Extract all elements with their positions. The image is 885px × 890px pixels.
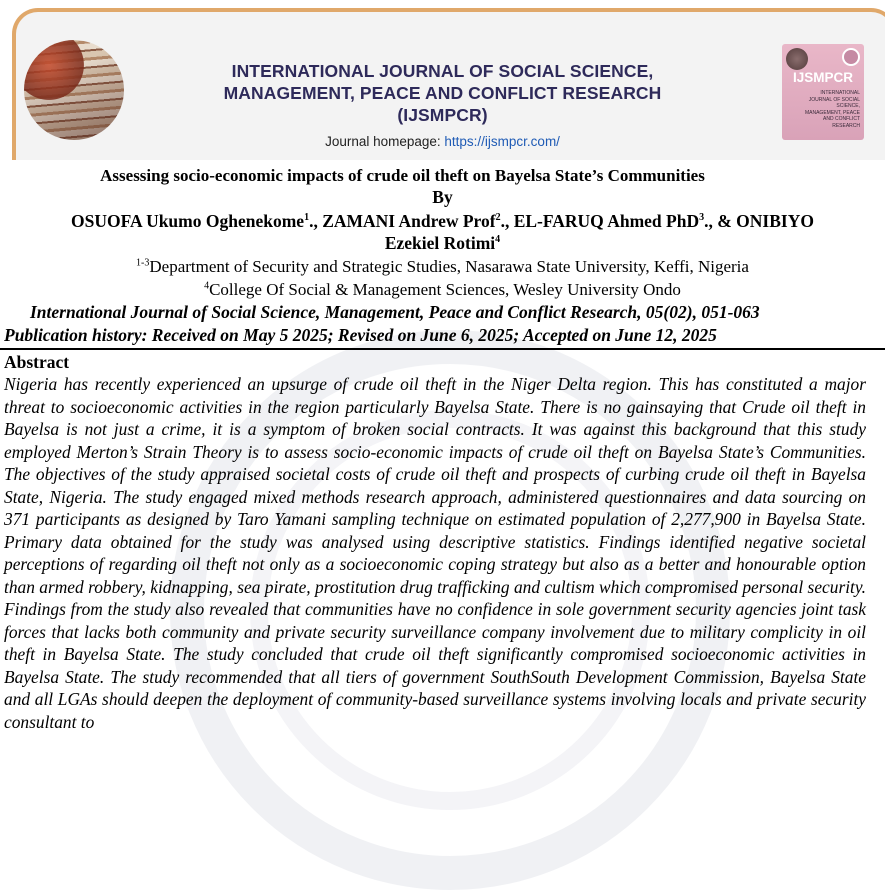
- authors-line2: [0, 233, 885, 254]
- journal-homepage: [0, 134, 885, 149]
- by-line: By: [432, 187, 453, 207]
- affiliation-1: [0, 257, 885, 277]
- publication-history: Publication history: Received on May 5 2025; Revised on June 6, 2025; Accepted on June 12, 2025: [4, 325, 717, 345]
- logo-subtitle: INTERNATIONAL JOURNAL OF SOCIAL SCIENCE, MANAGEMENT, PEACE AND CONFLICT RESEARCH: [804, 90, 860, 129]
- affiliation-2-sup: 4: [204, 280, 210, 292]
- author4-pre: ., & ONIBIYO: [704, 211, 814, 231]
- homepage-label: Journal homepage:: [325, 134, 445, 149]
- author2: ., ZAMANI Andrew Prof: [309, 211, 496, 231]
- journal-title: [0, 60, 885, 126]
- journal-title-line2: MANAGEMENT, PEACE AND CONFLICT RESEARCH: [223, 83, 662, 103]
- divider: [0, 348, 885, 350]
- logo-name: IJSMPCR: [792, 70, 853, 85]
- author1: OSUOFA Ukumo Oghenekome: [71, 211, 305, 231]
- paper-title: Assessing socio-economic impacts of crude oil theft on Bayelsa State’s Communities: [100, 166, 705, 185]
- author3: ., EL-FARUQ Ahmed PhD: [500, 211, 700, 231]
- abstract-text: Nigeria has recently experienced an upsurge of crude oil theft in the Niger Delta region. This has constituted a major threat to socioeconomic activities in the region particularly Bayelsa State. There is no gainsaying that Crude oil theft in Bayelsa is not just a crime, it is a symptom of broken social contracts. It was against this background that this study employed Merton’s Strain Theory is to assess socio-economic impacts of crude oil theft on Bayelsa State’s Communities. The objectives of the study appraised societal costs of crude oil theft and prospects of curbing crude oil theft in Bayelsa State, Nigeria. The study engaged mixed methods research approach, administered questionnaires and data sourcing on 371 participants as designed by Taro Yamani sampling technique on estimated population of 2,277,900 in Bayelsa State. Primary data obtained for the study was analysed using descriptive statistics. Findings identified negative societal perceptions of regarding oil theft not only as a socioeconomic coping strategy but also as a better and honourable option than armed robbery, kidnapping, sea pirate, prostitution drug trafficking and cultism which compromised personal security. Findings from the study also revealed that communities have no confidence in sole government security agencies joint task forces that lacks both community and private security surveillance company involvement due to military complicity in oil theft in Bayelsa State. The study concluded that crude oil theft significantly compromised socioeconomic activities in Bayelsa State. The study recommended that all tiers of government SouthSouth Development Commission, Bayelsa State and all LGAs should deepen the deployment of community-based surveillance systems involving locals and private security consultant to: [4, 374, 866, 732]
- author1-sup: 1: [304, 212, 310, 224]
- abstract-heading: Abstract: [4, 352, 70, 372]
- affiliation-2: [0, 280, 885, 300]
- author4-sup: 4: [495, 234, 501, 246]
- journal-title-line1: INTERNATIONAL JOURNAL OF SOCIAL SCIENCE,: [231, 61, 654, 81]
- affiliation-1-sup: 1-3: [136, 257, 150, 269]
- logo-photo-icon: [786, 48, 808, 70]
- logo-emblem-icon: [842, 48, 860, 66]
- citation: International Journal of Social Science, Management, Peace and Conflict Research, 05(02), 051-063: [30, 302, 760, 322]
- author2-sup: 2: [495, 212, 501, 224]
- affiliation-2-text: College Of Social & Management Sciences, Wesley University Ondo: [209, 280, 681, 299]
- author4: Ezekiel Rotimi: [384, 233, 496, 253]
- author3-sup: 3: [699, 212, 705, 224]
- affiliation-1-text: Department of Security and Strategic Studies, Nasarawa State University, Keffi, Nigeria: [149, 257, 749, 276]
- journal-logo: [782, 44, 864, 140]
- homepage-link[interactable]: https://ijsmpcr.com/: [444, 134, 560, 149]
- journal-title-line3: (IJSMPCR): [397, 105, 488, 125]
- authors-line1: [0, 211, 885, 232]
